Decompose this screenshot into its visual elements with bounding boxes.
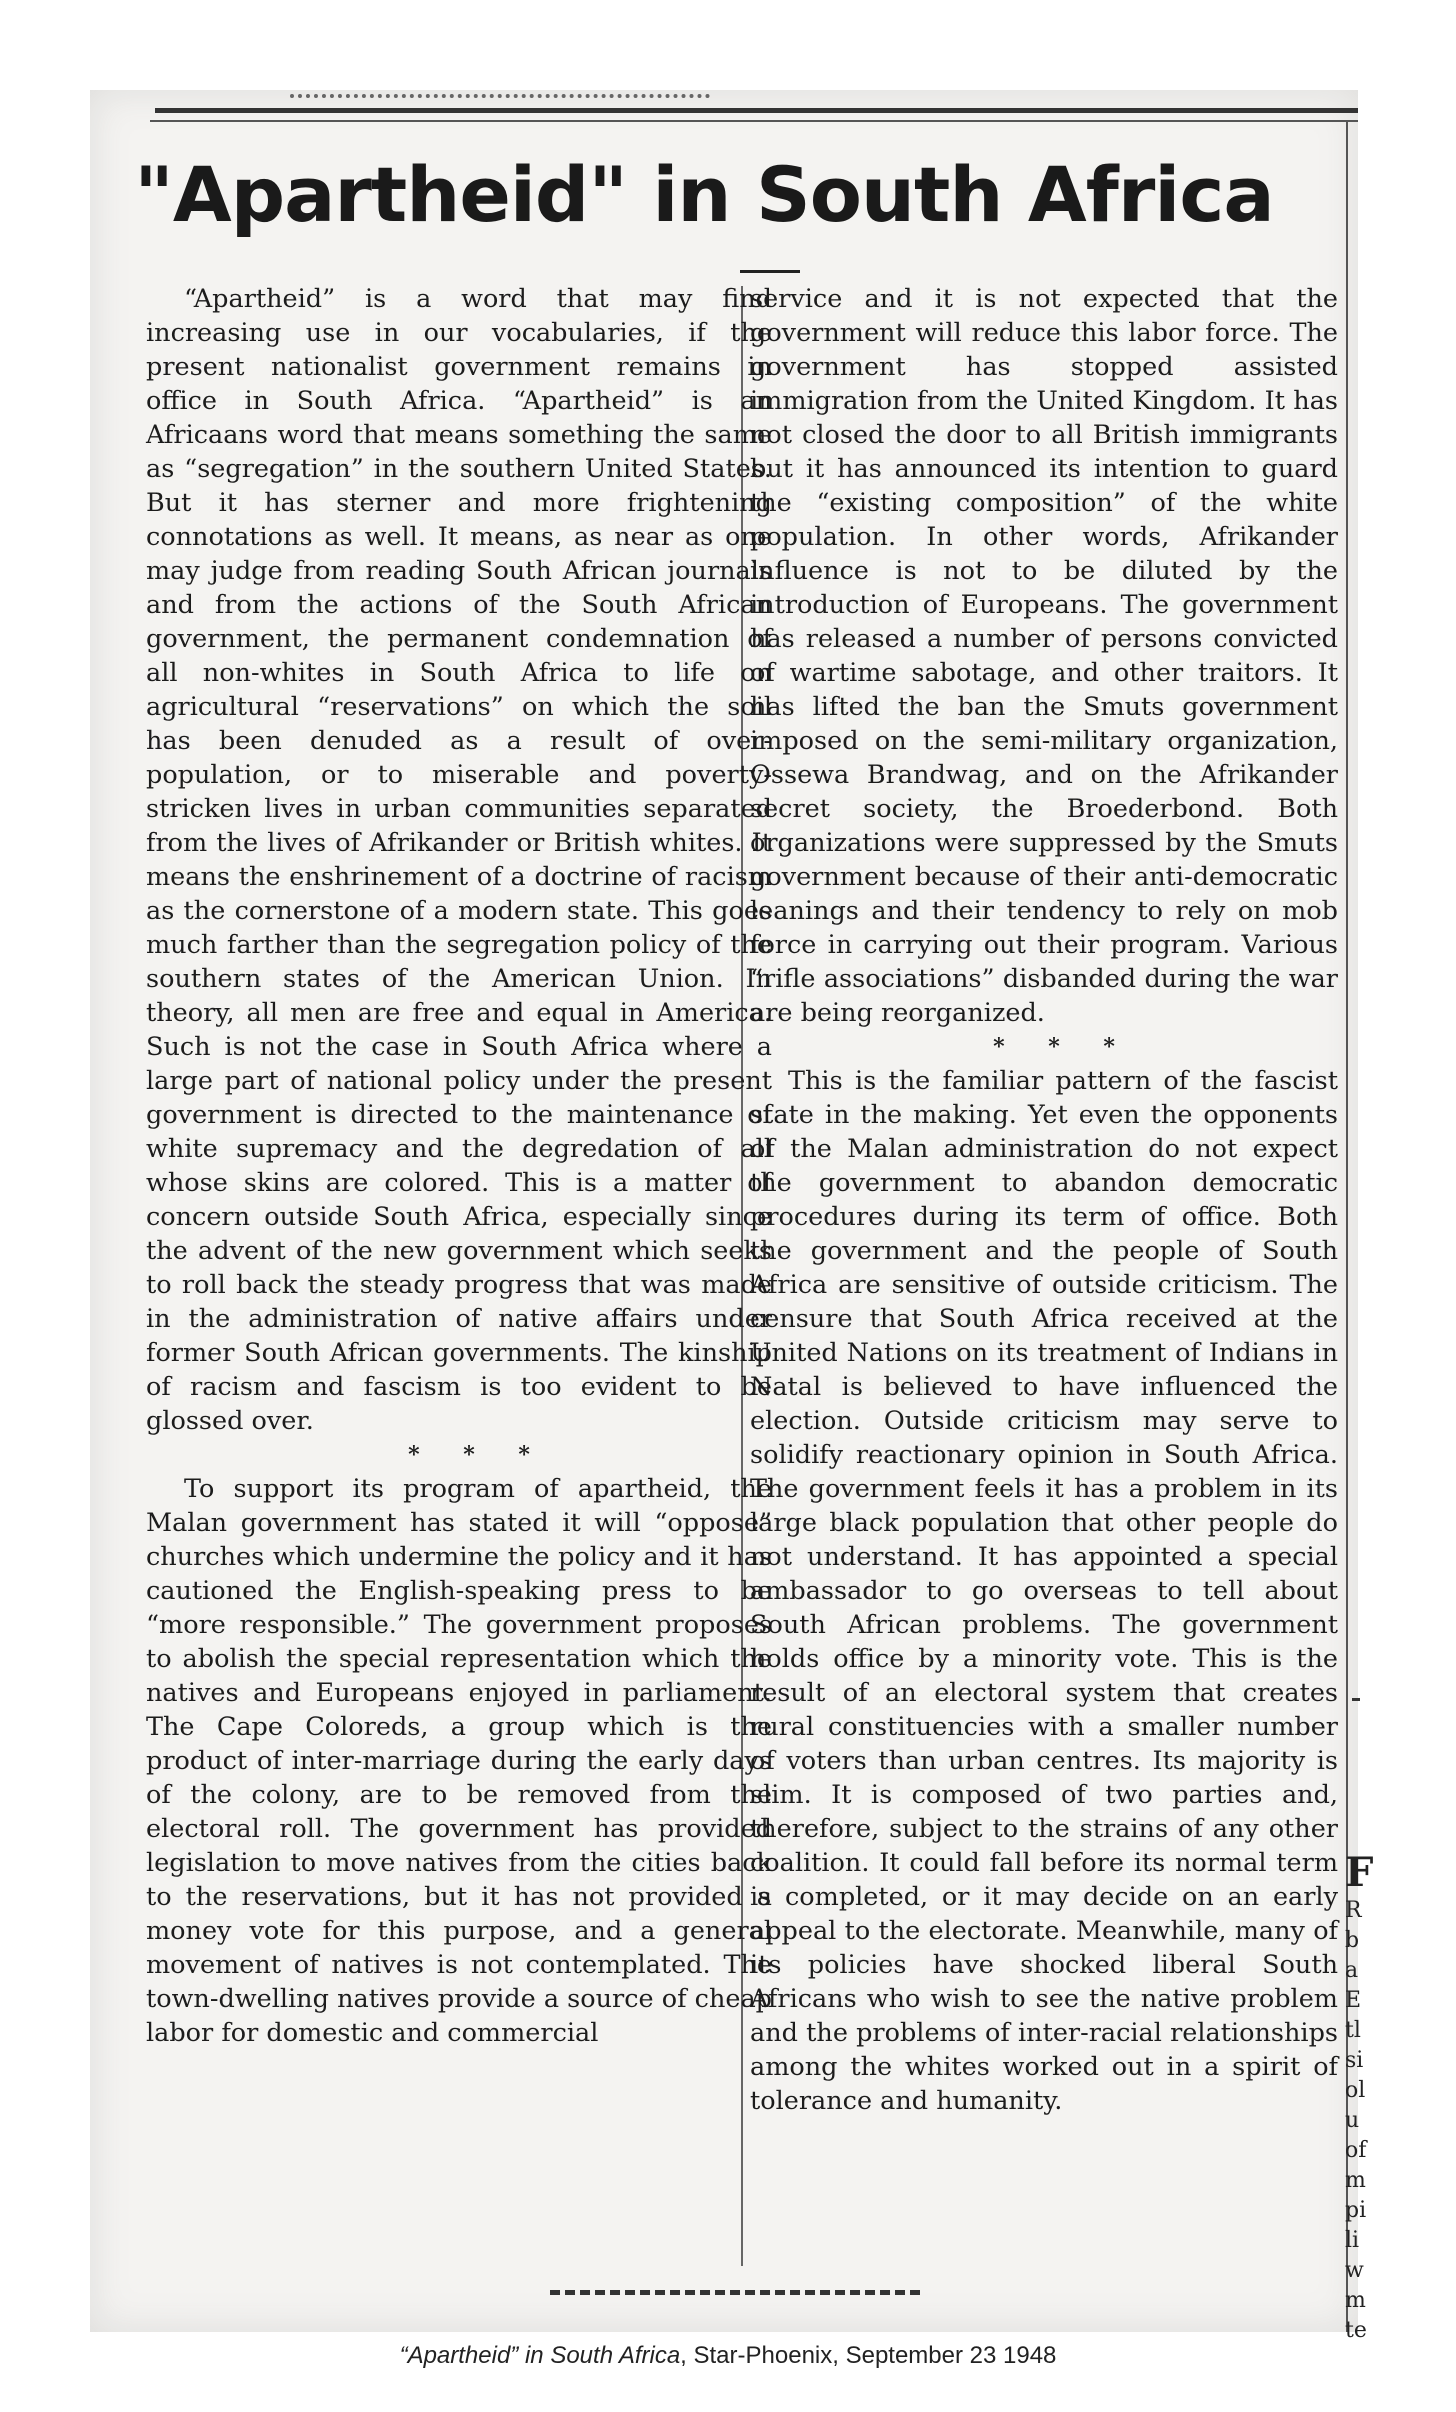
paragraph-3: service and it is not expected that the government will reduce this labor force. The government has stopped assisted immigration from the United Kingdom. It has not closed the door to all British immigrants but it has announced its intention to guard the “existing composition” of the white population. In other words, Afrikander influence is not to be diluted by the introduction of Europeans. The government has released a number of persons convicted of wartime sabotage, and other traitors. It has lifted the ban the Smuts government imposed on the semi-military organization, Ossewa Brandwag, and on the Afrikander secret society, the Broederbond. Both organizations were suppressed by the Smuts government because of their anti-democratic leanings and their tendency to rely on mob force in carrying out their program. Various “rifle associations” disbanded during the war are being reorganized.: [750, 284, 1338, 1028]
image-caption: [0, 2342, 1456, 2370]
edge-letter: tl: [1345, 2018, 1361, 2043]
top-rule: [155, 108, 1358, 113]
headline-underline: [740, 270, 800, 273]
top-rule-thin: [150, 120, 1358, 122]
edge-letter: m: [1345, 2168, 1366, 2193]
edge-letter: of: [1345, 2138, 1367, 2163]
edge-letter: pi: [1345, 2198, 1367, 2223]
edge-big-letter: F: [1345, 1849, 1374, 1896]
edge-letter: u: [1345, 2108, 1360, 2133]
article-column-left: [146, 282, 772, 2050]
edge-letter: E: [1345, 1988, 1362, 2013]
edge-letter: R: [1345, 1898, 1362, 1923]
bottom-dashed-rule: [550, 2290, 920, 2295]
edge-letter: ol: [1345, 2078, 1366, 2103]
adjacent-article-fragment: [1345, 1849, 1374, 2346]
paragraph-1: “Apartheid” is a word that may find increasing use in our vocabularies, if the present nationalist government remains in office in South Africa. “Apartheid” is an Africaans word that means something the same as “segregation” in the southern United States. But it has sterner and more frightening connotations as well. It means, as near as one may judge from reading South African journals and from the actions of the South African government, the permanent condemnation of all non-whites in South Africa to life on agricultural “reservations” on which the soil has been denuded as a result of over-population, or to miserable and poverty-stricken lives in urban communities separated from the lives of Afrikander or British whites. It means the enshrinement of a doctrine of racism as the cornerstone of a modern state. This goes much farther than the segregation policy of the southern states of the American Union. In theory, all men are free and equal in America. Such is not the case in South Africa where a large part of national policy under the present government is directed to the maintenance of white supremacy and the degredation of all whose skins are colored. This is a matter of concern outside South Africa, especially since the advent of the new government which seeks to roll back the steady progress that was made in the administration of native affairs under former South African governments. The kinship of racism and fascism is too evident to be glossed over.: [146, 284, 772, 1436]
paragraph-4: This is the familiar pattern of the fascist state in the making. Yet even the opponents of the Malan administration do not expect the government to abandon democratic procedures during its term of office. Both the government and the people of South Africa are sensitive of outside criticism. The censure that South Africa received at the United Nations on its treatment of Indians in Natal is believed to have influenced the election. Outside criticism may serve to solidify reactionary opinion in South Africa. The government feels it has a problem in its large black population that other people do not understand. It has appointed a special ambassador to go overseas to tell about South African problems. The government holds office by a minority vote. This is the result of an electoral system that creates rural constituencies with a smaller number of voters than urban centres. Its majority is slim. It is composed of two parties and, therefore, subject to the strains of any other coalition. It could fall before its normal term is completed, or it may decide on an early appeal to the electorate. Meanwhile, many of its policies have shocked liberal South Africans who wish to see the native problem and the problems of inter-racial relationships among the whites worked out in a spirit of tolerance and humanity.: [750, 1066, 1338, 2116]
caption-title: “Apartheid” in South Africa: [399, 2342, 681, 2369]
article-column-right: [750, 282, 1338, 2118]
edge-letter: te: [1345, 2318, 1367, 2343]
paragraph-2: To support its program of apartheid, the Malan government has stated it will “oppose” churches which undermine the policy and it has cautioned the English-speaking press to be “more responsible.” The government proposes to abolish the special representation which the natives and Europeans enjoyed in parliament. The Cape Coloreds, a group which is the product of inter-marriage during the early days of the colony, are to be removed from the electoral roll. The government has provided legislation to move natives from the cities back to the reservations, but it has not provided a money vote for this purpose, and a general movement of natives is not contemplated. The town-dwelling natives provide a source of cheap labor for domestic and commercial: [146, 1474, 772, 2048]
edge-dash-mark: [1352, 1698, 1360, 1701]
caption-source: , Star-Phoenix, September 23 1948: [680, 2342, 1057, 2369]
edge-letter: w: [1345, 2258, 1364, 2283]
edge-letter: si: [1345, 2048, 1364, 2073]
edge-letter: li: [1345, 2228, 1360, 2253]
article-headline: "Apartheid" in South Africa: [134, 150, 1274, 239]
newspaper-clipping: [90, 90, 1374, 2343]
section-break-stars: * * *: [993, 1034, 1133, 1060]
edge-letter: b: [1345, 1928, 1360, 1953]
section-break-stars: * * *: [408, 1442, 548, 1468]
edge-letter: m: [1345, 2288, 1366, 2313]
top-dotted-rule: [290, 94, 710, 98]
edge-letter: a: [1345, 1958, 1359, 1983]
